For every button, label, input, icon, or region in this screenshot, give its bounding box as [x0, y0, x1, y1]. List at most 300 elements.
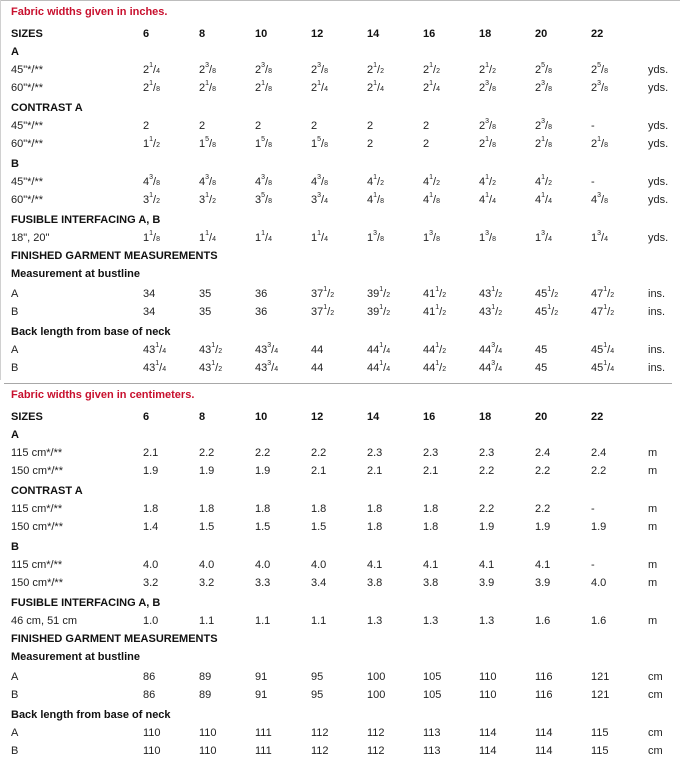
value-cell: 4.1 — [367, 559, 383, 571]
value-cell: $2^1/8$ — [591, 136, 608, 150]
value-cell: 116 — [535, 671, 553, 683]
value-cell: - — [591, 503, 595, 515]
row-heading: Back length from base of neck — [11, 709, 171, 721]
value-cell: 112 — [311, 745, 329, 757]
row-label: A — [11, 671, 19, 683]
value-cell: 89 — [199, 671, 212, 683]
value-cell: $41^1/2$ — [423, 286, 447, 300]
table-row — [0, 361, 680, 379]
row-label: 60"*/** — [11, 82, 44, 94]
value-cell: 4.0 — [143, 559, 159, 571]
table-row — [0, 632, 680, 650]
value-cell: $2^1/8$ — [143, 80, 160, 94]
value-cell: 4.0 — [311, 559, 327, 571]
unit-label: yds. — [648, 64, 669, 76]
value-cell: 1.8 — [423, 521, 439, 533]
value-cell: 110 — [143, 745, 161, 757]
row-label: 150 cm*/** — [11, 521, 63, 533]
value-cell: $43^1/4$ — [143, 360, 167, 374]
value-cell: $44^1/2$ — [423, 342, 447, 356]
value-cell: $43^1/2$ — [479, 286, 503, 300]
row-heading: FINISHED GARMENT MEASUREMENTS — [11, 250, 218, 262]
value-cell: 34 — [143, 306, 156, 318]
top-border — [0, 0, 680, 1]
table-row — [0, 576, 680, 594]
value-cell: 2 — [199, 120, 206, 132]
size-header: 16 — [423, 28, 436, 40]
table-row — [0, 157, 680, 175]
row-label: 45"*/** — [11, 64, 44, 76]
value-cell: $2^3/8$ — [255, 62, 272, 76]
value-cell: $2^1/8$ — [199, 80, 216, 94]
value-cell: $4^1/4$ — [535, 192, 552, 206]
value-cell: $2^3/8$ — [535, 118, 552, 132]
value-cell: 3.2 — [199, 577, 215, 589]
value-cell: $1^3/8$ — [367, 230, 384, 244]
row-heading: SIZES — [11, 411, 43, 423]
row-label: 46 cm, 51 cm — [11, 615, 78, 627]
table-row — [0, 137, 680, 155]
size-header: 6 — [143, 411, 150, 423]
unit-label: m — [648, 559, 658, 571]
value-cell: 2 — [143, 120, 150, 132]
value-cell: 1.8 — [367, 521, 383, 533]
table-row — [0, 596, 680, 614]
table-row — [0, 249, 680, 267]
value-cell: 2.2 — [591, 465, 607, 477]
value-cell: 100 — [367, 689, 386, 701]
value-cell: 36 — [255, 288, 268, 300]
value-cell: 1.1 — [255, 615, 271, 627]
value-cell: 2.2 — [479, 465, 495, 477]
value-cell: $2^5/8$ — [591, 62, 608, 76]
table-row — [0, 101, 680, 119]
row-heading: FUSIBLE INTERFACING A, B — [11, 597, 161, 609]
value-cell: 2.2 — [255, 447, 271, 459]
unit-label: cm — [648, 671, 663, 683]
value-cell: $2^1/2$ — [423, 62, 440, 76]
unit-label: yds. — [648, 120, 669, 132]
table-row — [0, 614, 680, 632]
unit-label: cm — [648, 689, 663, 701]
value-cell: $1^5/8$ — [255, 136, 272, 150]
size-header: 14 — [367, 28, 380, 40]
value-cell: 89 — [199, 689, 212, 701]
table-row — [0, 520, 680, 538]
table-row — [0, 650, 680, 668]
row-label: B — [11, 362, 19, 374]
table-row — [0, 175, 680, 193]
unit-label: yds. — [648, 232, 669, 244]
value-cell: $4^3/8$ — [199, 174, 216, 188]
value-cell: 112 — [367, 727, 385, 739]
value-cell: 114 — [535, 745, 553, 757]
value-cell: 3.4 — [311, 577, 327, 589]
value-cell: $1^3/8$ — [423, 230, 440, 244]
value-cell: 113 — [423, 745, 441, 757]
value-cell: 3.2 — [143, 577, 159, 589]
table-row — [0, 688, 680, 706]
value-cell: 1.8 — [311, 503, 327, 515]
unit-label: ins. — [648, 306, 666, 318]
value-cell: 1.0 — [143, 615, 159, 627]
unit-label: m — [648, 577, 658, 589]
table-row — [0, 305, 680, 323]
unit-label: m — [648, 615, 658, 627]
value-cell: 91 — [255, 671, 268, 683]
unit-label: ins. — [648, 362, 666, 374]
value-cell: $45^1/2$ — [535, 304, 559, 318]
value-cell: 114 — [535, 727, 553, 739]
value-cell: $4^3/8$ — [143, 174, 160, 188]
row-heading: Back length from base of neck — [11, 326, 171, 338]
value-cell: $3^5/8$ — [255, 192, 272, 206]
value-cell: 86 — [143, 671, 156, 683]
value-cell: 2.3 — [367, 447, 383, 459]
table-row — [0, 670, 680, 688]
size-header: 8 — [199, 411, 206, 423]
value-cell: 113 — [423, 727, 441, 739]
value-cell: 1.4 — [143, 521, 159, 533]
unit-label: yds. — [648, 194, 669, 206]
value-cell: 4.1 — [535, 559, 551, 571]
value-cell: 1.1 — [311, 615, 327, 627]
value-cell: $3^1/2$ — [143, 192, 160, 206]
value-cell: $45^1/2$ — [535, 286, 559, 300]
row-label: B — [11, 306, 19, 318]
value-cell: 1.1 — [199, 615, 215, 627]
unit-label: ins. — [648, 288, 666, 300]
row-label: A — [11, 344, 19, 356]
value-cell: 3.8 — [423, 577, 439, 589]
value-cell: $41^1/2$ — [423, 304, 447, 318]
value-cell: $2^1/4$ — [143, 62, 160, 76]
value-cell: $39^1/2$ — [367, 304, 391, 318]
row-label: A — [11, 727, 19, 739]
value-cell: $4^1/2$ — [479, 174, 496, 188]
value-cell: $43^3/4$ — [255, 342, 279, 356]
value-cell: $44^1/4$ — [367, 342, 391, 356]
value-cell: $39^1/2$ — [367, 286, 391, 300]
value-cell: 1.6 — [535, 615, 551, 627]
row-heading: A — [11, 429, 19, 441]
unit-label: cm — [648, 727, 663, 739]
value-cell: $1^1/4$ — [255, 230, 272, 244]
section-title: Fabric widths given in inches. — [11, 6, 168, 18]
value-cell: 110 — [143, 727, 161, 739]
row-label: 45"*/** — [11, 120, 44, 132]
value-cell: $3^1/2$ — [199, 192, 216, 206]
table-row — [0, 446, 680, 464]
value-cell: 44 — [311, 344, 324, 356]
value-cell: 91 — [255, 689, 268, 701]
value-cell: $1^3/4$ — [535, 230, 552, 244]
table-row — [0, 287, 680, 305]
size-header: 14 — [367, 411, 380, 423]
size-header: 12 — [311, 411, 324, 423]
value-cell: 114 — [479, 727, 497, 739]
value-cell: $4^1/2$ — [423, 174, 440, 188]
row-label: 18", 20" — [11, 232, 50, 244]
row-label: B — [11, 689, 19, 701]
value-cell: 3.3 — [255, 577, 271, 589]
value-cell: 105 — [423, 671, 442, 683]
value-cell: 1.9 — [535, 521, 551, 533]
value-cell: $2^3/8$ — [479, 80, 496, 94]
unit-label: m — [648, 503, 658, 515]
value-cell: $43^1/2$ — [199, 360, 223, 374]
table-row — [0, 267, 680, 285]
value-cell: 2.2 — [311, 447, 327, 459]
value-cell: $1^1/4$ — [311, 230, 328, 244]
table-row — [0, 343, 680, 361]
size-header: 20 — [535, 28, 548, 40]
value-cell: 1.8 — [199, 503, 215, 515]
value-cell: 1.8 — [255, 503, 271, 515]
value-cell: $43^3/4$ — [255, 360, 279, 374]
row-label: A — [11, 288, 19, 300]
size-header: 12 — [311, 28, 324, 40]
row-heading: FINISHED GARMENT MEASUREMENTS — [11, 633, 218, 645]
value-cell: 45 — [535, 344, 548, 356]
row-label: 150 cm*/** — [11, 465, 63, 477]
unit-label: cm — [648, 745, 663, 757]
size-header: 6 — [143, 28, 150, 40]
value-cell: 1.3 — [423, 615, 439, 627]
value-cell: 121 — [591, 671, 610, 683]
value-cell: 1.9 — [591, 521, 607, 533]
row-label: 115 cm*/** — [11, 503, 63, 515]
value-cell: 86 — [143, 689, 156, 701]
row-label: 60"*/** — [11, 194, 44, 206]
value-cell: 1.3 — [479, 615, 495, 627]
value-cell: $2^3/8$ — [199, 62, 216, 76]
row-heading: A — [11, 46, 19, 58]
size-header: 22 — [591, 411, 604, 423]
value-cell: 105 — [423, 689, 442, 701]
value-cell: 2.4 — [535, 447, 551, 459]
value-cell: 110 — [479, 689, 497, 701]
value-cell: 1.8 — [367, 503, 383, 515]
value-cell: $4^3/8$ — [311, 174, 328, 188]
table-row — [0, 708, 680, 726]
row-label: 150 cm*/** — [11, 577, 63, 589]
value-cell: 116 — [535, 689, 553, 701]
value-cell: 2.2 — [479, 503, 495, 515]
table-row — [0, 119, 680, 137]
value-cell: 115 — [591, 745, 609, 757]
size-header: 18 — [479, 411, 492, 423]
value-cell: 36 — [255, 306, 268, 318]
value-cell: $1^5/8$ — [311, 136, 328, 150]
value-cell: 4.0 — [199, 559, 215, 571]
value-cell: 4.1 — [423, 559, 439, 571]
unit-label: m — [648, 447, 658, 459]
row-heading: CONTRAST A — [11, 102, 83, 114]
row-heading: SIZES — [11, 28, 43, 40]
value-cell: 1.8 — [143, 503, 159, 515]
value-cell: $45^1/4$ — [591, 360, 615, 374]
value-cell: 1.9 — [143, 465, 159, 477]
value-cell: $43^1/2$ — [479, 304, 503, 318]
value-cell: $2^3/8$ — [311, 62, 328, 76]
size-header: 10 — [255, 411, 268, 423]
value-cell: 110 — [479, 671, 497, 683]
table-row — [0, 744, 680, 762]
value-cell: 1.9 — [199, 465, 215, 477]
value-cell: 4.1 — [479, 559, 495, 571]
row-heading: Measurement at bustline — [11, 651, 140, 663]
value-cell: $2^1/2$ — [367, 62, 384, 76]
value-cell: $2^1/8$ — [255, 80, 272, 94]
value-cell: $37^1/2$ — [311, 304, 335, 318]
value-cell: 110 — [199, 745, 217, 757]
size-header: 20 — [535, 411, 548, 423]
unit-label: m — [648, 521, 658, 533]
value-cell: 4.0 — [591, 577, 607, 589]
value-cell: 1.5 — [255, 521, 271, 533]
value-cell: $2^1/4$ — [311, 80, 328, 94]
value-cell: $4^1/2$ — [535, 174, 552, 188]
value-cell: $2^1/8$ — [535, 136, 552, 150]
value-cell: $37^1/2$ — [311, 286, 335, 300]
row-heading: B — [11, 541, 19, 553]
value-cell: $4^3/8$ — [255, 174, 272, 188]
value-cell: 2 — [367, 120, 374, 132]
table-row — [0, 213, 680, 231]
size-header: 16 — [423, 411, 436, 423]
value-cell: 112 — [367, 745, 385, 757]
row-label: 45"*/** — [11, 176, 44, 188]
size-header: 18 — [479, 28, 492, 40]
value-cell: $44^3/4$ — [479, 342, 503, 356]
value-cell: 2 — [255, 120, 262, 132]
value-cell: $2^3/8$ — [591, 80, 608, 94]
value-cell: 95 — [311, 689, 324, 701]
table-row — [0, 502, 680, 520]
value-cell: $44^3/4$ — [479, 360, 503, 374]
table-row — [0, 410, 680, 428]
value-cell: - — [591, 176, 595, 188]
row-label: 115 cm*/** — [11, 559, 63, 571]
table-row — [0, 325, 680, 343]
table-row — [0, 558, 680, 576]
value-cell: $4^3/8$ — [591, 192, 608, 206]
value-cell: $1^1/4$ — [199, 230, 216, 244]
value-cell: $1^3/4$ — [591, 230, 608, 244]
value-cell: 3.9 — [479, 577, 495, 589]
value-cell: $47^1/2$ — [591, 304, 615, 318]
value-cell: 1.5 — [311, 521, 327, 533]
value-cell: 1.9 — [255, 465, 271, 477]
value-cell: 35 — [199, 306, 212, 318]
row-heading: CONTRAST A — [11, 485, 83, 497]
value-cell: $47^1/2$ — [591, 286, 615, 300]
value-cell: $2^1/8$ — [479, 136, 496, 150]
value-cell: 1.9 — [479, 521, 495, 533]
value-cell: $43^1/4$ — [143, 342, 167, 356]
value-cell: $44^1/4$ — [367, 360, 391, 374]
value-cell: $1^1/2$ — [143, 136, 160, 150]
value-cell: 2.1 — [143, 447, 159, 459]
value-cell: 2.2 — [199, 447, 215, 459]
table-row — [0, 45, 680, 63]
value-cell: 3.9 — [535, 577, 551, 589]
section-divider — [4, 383, 672, 384]
value-cell: $4^1/2$ — [367, 174, 384, 188]
value-cell: 44 — [311, 362, 324, 374]
table-row — [0, 63, 680, 81]
unit-label: yds. — [648, 82, 669, 94]
value-cell: 2 — [423, 120, 430, 132]
value-cell: $2^3/8$ — [479, 118, 496, 132]
value-cell: 115 — [591, 727, 609, 739]
table-row — [0, 464, 680, 482]
value-cell: $45^1/4$ — [591, 342, 615, 356]
value-cell: 4.0 — [255, 559, 271, 571]
size-header: 10 — [255, 28, 268, 40]
row-heading: FUSIBLE INTERFACING A, B — [11, 214, 161, 226]
row-heading: B — [11, 158, 19, 170]
section-title: Fabric widths given in centimeters. — [11, 389, 195, 401]
value-cell: 2.4 — [591, 447, 607, 459]
value-cell: 2.1 — [311, 465, 327, 477]
value-cell: 1.6 — [591, 615, 607, 627]
size-header: 8 — [199, 28, 206, 40]
value-cell: $43^1/2$ — [199, 342, 223, 356]
value-cell: $4^1/8$ — [423, 192, 440, 206]
value-cell: 2 — [367, 138, 374, 150]
value-cell: $1^1/8$ — [143, 230, 160, 244]
value-cell: $2^1/4$ — [423, 80, 440, 94]
value-cell: $2^3/8$ — [535, 80, 552, 94]
table-row — [0, 27, 680, 45]
value-cell: 2.3 — [423, 447, 439, 459]
value-cell: $2^5/8$ — [535, 62, 552, 76]
table-row — [0, 726, 680, 744]
value-cell: 2 — [423, 138, 430, 150]
value-cell: 121 — [591, 689, 610, 701]
value-cell: - — [591, 559, 595, 571]
value-cell: - — [591, 120, 595, 132]
value-cell: 34 — [143, 288, 156, 300]
value-cell: $44^1/2$ — [423, 360, 447, 374]
value-cell: 111 — [255, 727, 272, 739]
value-cell: 114 — [479, 745, 497, 757]
value-cell: 2 — [311, 120, 318, 132]
unit-label: m — [648, 465, 658, 477]
unit-label: yds. — [648, 138, 669, 150]
size-header: 22 — [591, 28, 604, 40]
row-heading: Measurement at bustline — [11, 268, 140, 280]
value-cell: 45 — [535, 362, 548, 374]
table-row — [0, 81, 680, 99]
value-cell: $3^3/4$ — [311, 192, 328, 206]
table-row — [0, 540, 680, 558]
value-cell: $4^1/8$ — [367, 192, 384, 206]
value-cell: $2^1/4$ — [367, 80, 384, 94]
value-cell: 112 — [311, 727, 329, 739]
value-cell: $1^3/8$ — [479, 230, 496, 244]
value-cell: 2.1 — [367, 465, 383, 477]
value-cell: 3.8 — [367, 577, 383, 589]
row-label: 115 cm*/** — [11, 447, 63, 459]
value-cell: 2.2 — [535, 503, 551, 515]
value-cell: 35 — [199, 288, 212, 300]
unit-label: ins. — [648, 344, 666, 356]
value-cell: $2^1/2$ — [479, 62, 496, 76]
value-cell: 100 — [367, 671, 386, 683]
